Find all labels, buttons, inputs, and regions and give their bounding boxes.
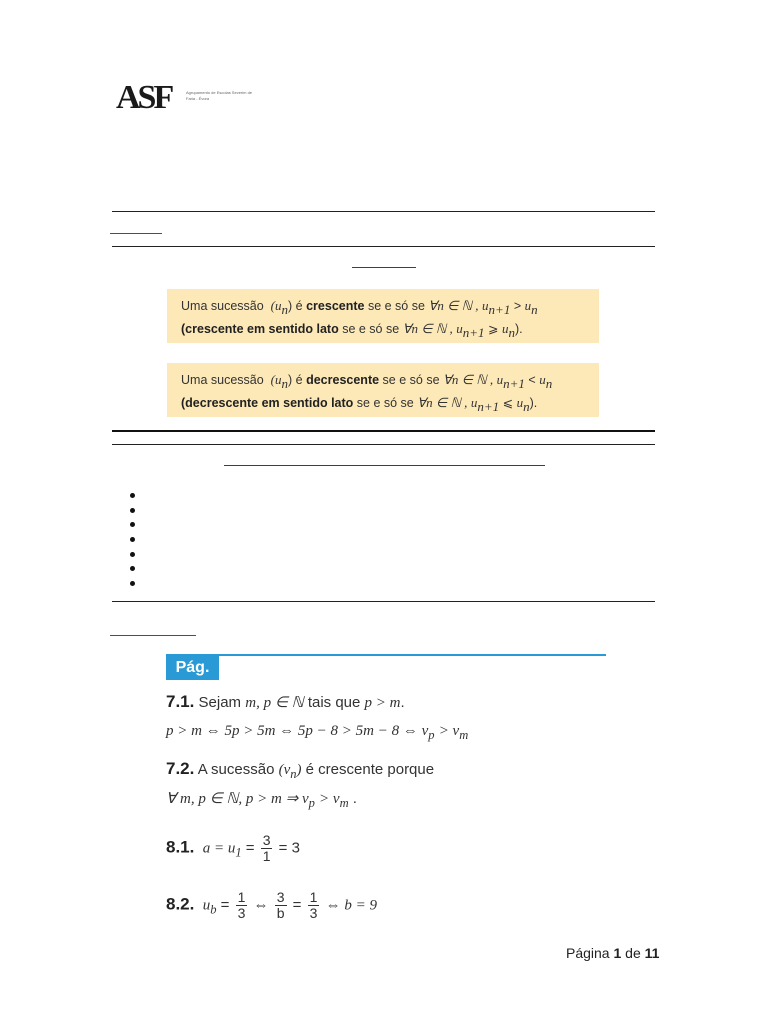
fraction: $\frac{1}{3}$: [309, 889, 318, 921]
divider: [112, 430, 655, 432]
definition-line: (decrescente em sentido lato se e só se ∀n ∈ ℕ , $u_{n+1}$ ⩽ $u_n$).: [181, 395, 538, 414]
divider: [112, 444, 655, 445]
red-underline: [110, 635, 196, 636]
school-logo: [116, 79, 256, 118]
page-header-bar: [166, 654, 606, 656]
logo-subtitle: Agrupamento de Escolas Severim de Faria - Évora: [186, 90, 253, 101]
definition-line: (crescente em sentido lato se e só se ∀n ∈ ℕ , $u_{n+1}$ ⩾ $u_n$).: [181, 321, 523, 340]
solution-8-2: 8.2. $u_b$ = $\frac{1}{3}$ ⇔ $\frac{3}{b}$ = $\frac{1}{3}$ ⇔ b = 9: [166, 889, 377, 921]
fraction: $\frac{3}{b}$: [276, 889, 285, 921]
solution-7-1: 7.1. Sejam m, p ∈ ℕ tais que p > m.: [166, 692, 405, 711]
divider: [112, 246, 655, 247]
fraction: $\frac{1}{3}$: [237, 889, 246, 921]
page-number: Página 1 de 11: [566, 945, 660, 961]
divider: [112, 211, 655, 212]
fraction: $\frac{3}{1}$: [262, 832, 271, 864]
definition-box-crescente: [167, 289, 599, 343]
solution-7-2-derivation: ∀ m, p ∈ ℕ, p > m ⇒ $v_p > v_m$ .: [166, 790, 357, 810]
solution-7-2: 7.2. A sucessão $(v_n)$ é crescente porque: [166, 759, 435, 781]
link-underline: [224, 465, 545, 466]
logo-mark: ASF: [116, 79, 172, 116]
page-badge: Pág. 12: [166, 656, 219, 680]
solution-8-1: 8.1. $a = u_1$ = $\frac{3}{1}$ = 3: [166, 832, 300, 864]
definition-box-decrescente: [167, 363, 599, 417]
divider: [112, 601, 655, 602]
solution-7-1-derivation: p > m ⇔ 5p > 5m ⇔ 5p − 8 > 5m − 8 ⇔ $v_p > v_m$: [166, 723, 469, 742]
definition-line: Uma sucessão $(u_n)$ é crescente se e só se ∀n ∈ ℕ , $u_{n+1} > u_n$: [181, 298, 538, 317]
blue-underline: [352, 267, 416, 268]
red-underline: [110, 233, 162, 234]
definition-line: Uma sucessão $(u_n)$ é decrescente se e só se ∀n ∈ ℕ , $u_{n+1} < u_n$: [181, 372, 553, 391]
